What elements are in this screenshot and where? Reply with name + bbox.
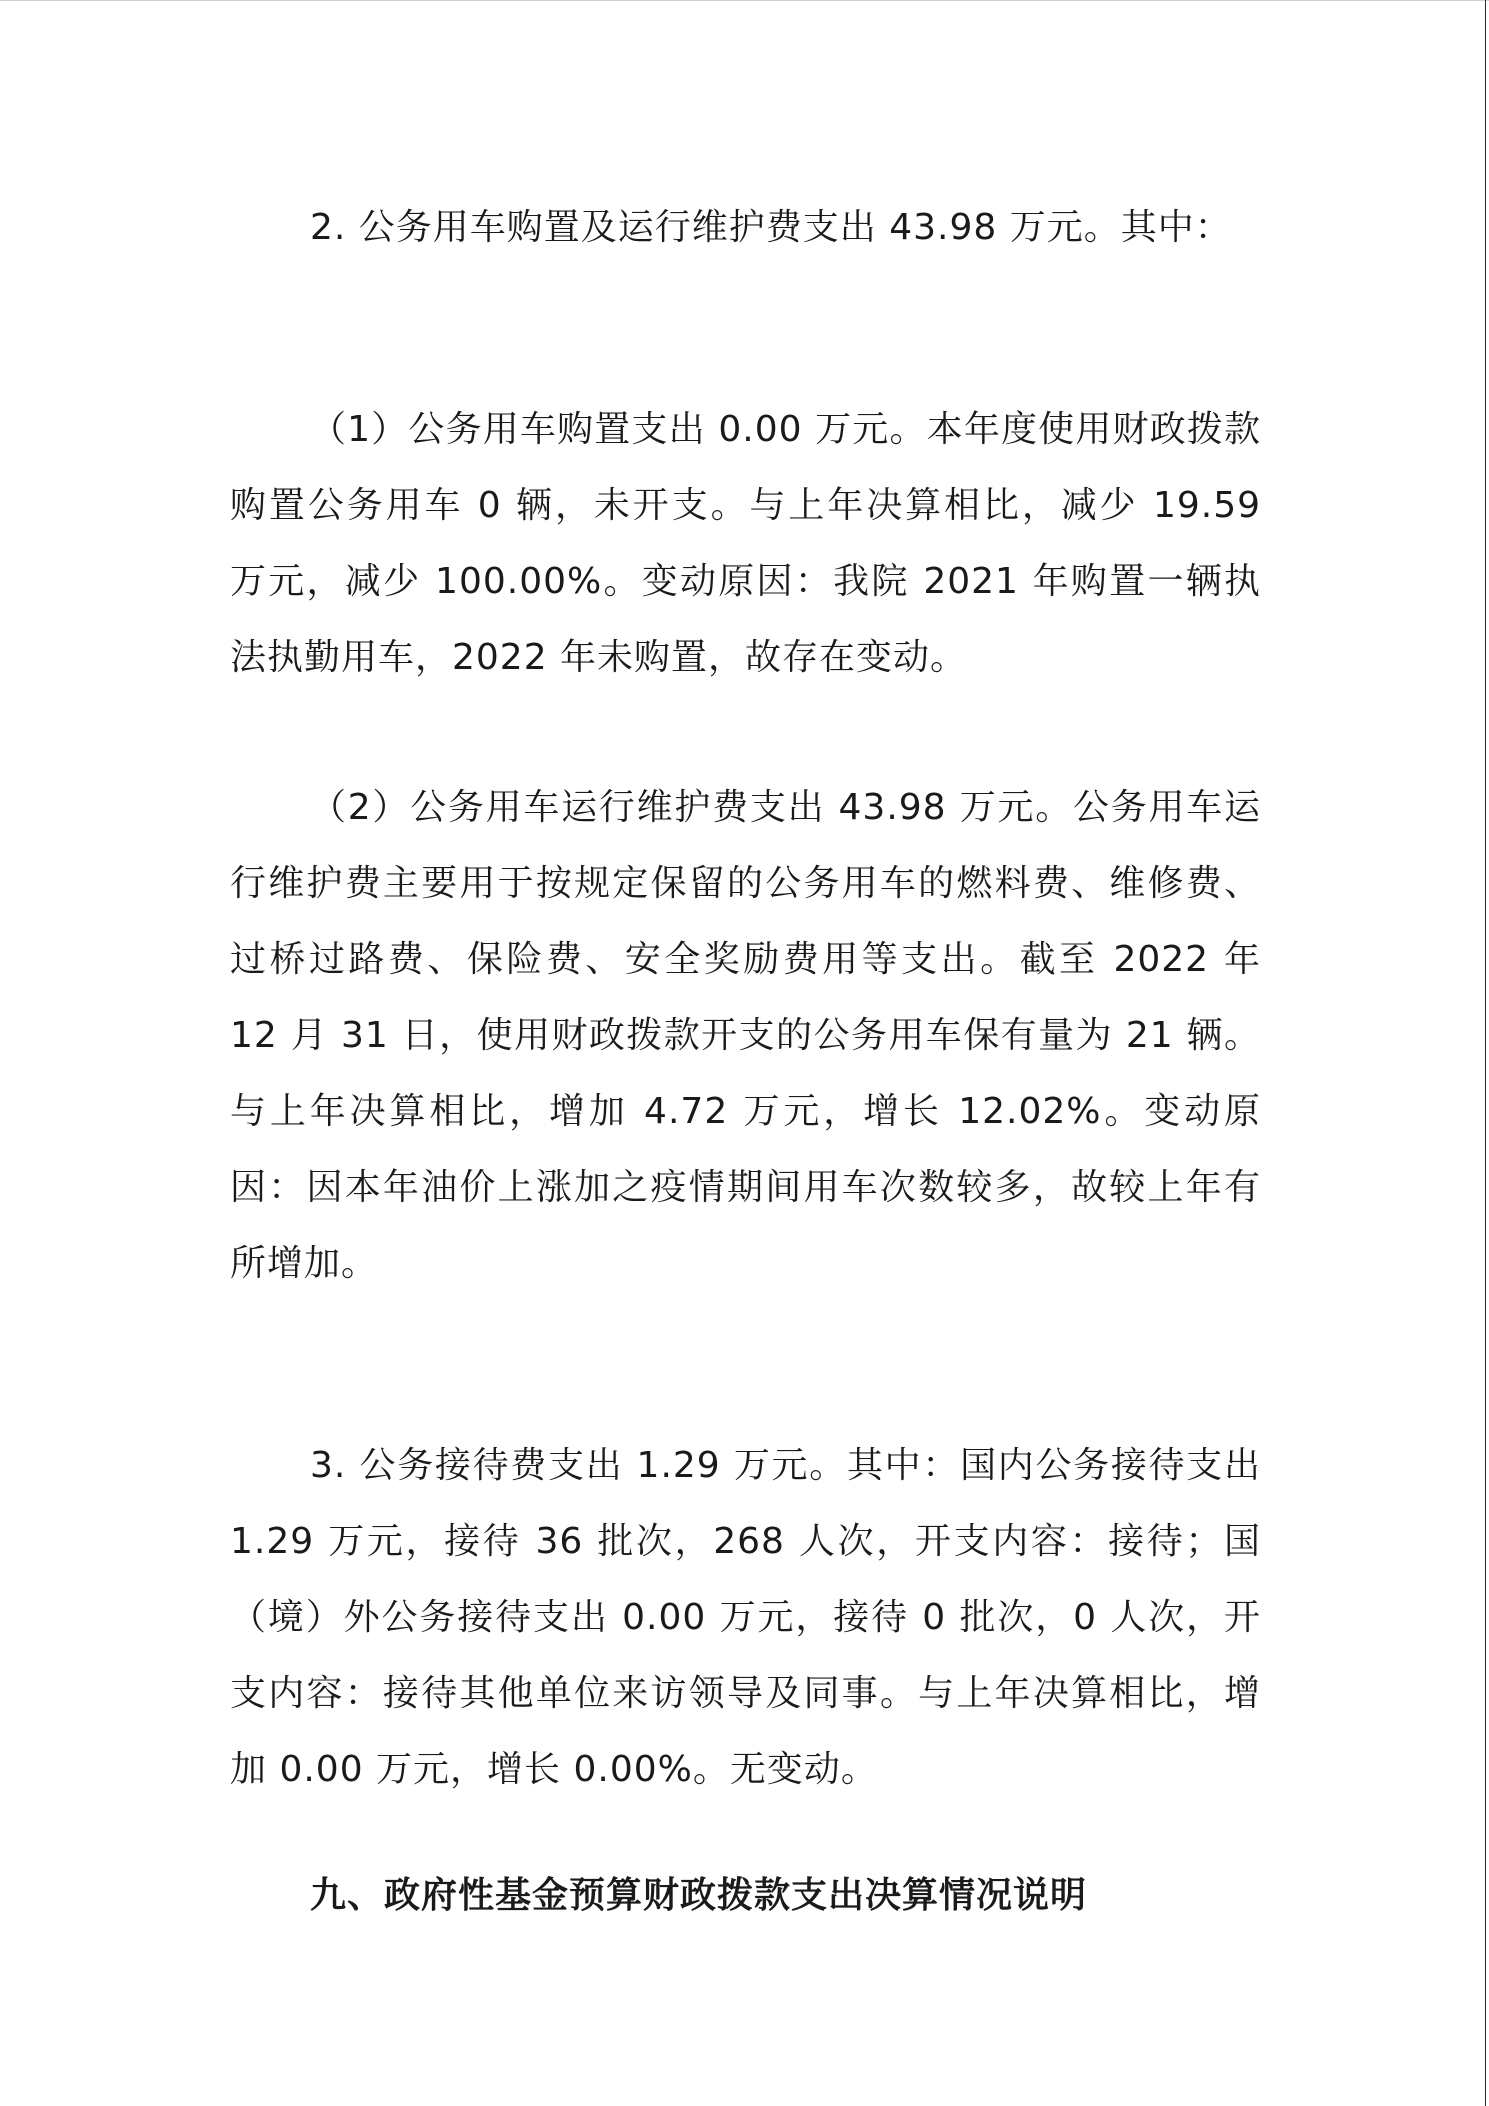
- paragraph-vehicle-maintenance: （2）公务用车运行维护费支出 43.98 万元。公务用车运行维护费主要用于按规定保留的公务用车的燃料费、维修费、过桥过路费、保险费、安全奖励费用等支出。截至 2022 年 12 月 31 日，使用财政拨款开支的公务用车保有量为 21 辆。与上年决算相比，增加 4.72 万元，增长 12.02%。变动原因：因本年油价上涨加之疫情期间用车次数较多，故较上年有所增加。: [230, 787, 1261, 1284]
- page-top-edge: [0, 0, 1489, 1]
- page-right-edge: [1485, 0, 1486, 2106]
- section-heading: 九、政府性基金预算财政拨款支出决算情况说明: [310, 1875, 1088, 1916]
- paragraph-vehicle-total: 2. 公务用车购置及运行维护费支出 43.98 万元。其中：: [310, 207, 1232, 248]
- document-body: [230, 190, 1261, 1934]
- paragraph-vehicle-purchase: （1）公务用车购置支出 0.00 万元。本年度使用财政拨款购置公务用车 0 辆，未开支。与上年决算相比，减少 19.59 万元，减少 100.00%。变动原因：我院 2021 年购置一辆执法执勤用车，2022 年未购置，故存在变动。: [230, 409, 1261, 678]
- paragraph-reception-expense: 3. 公务接待费支出 1.29 万元。其中：国内公务接待支出 1.29 万元，接待 36 批次，268 人次，开支内容：接待；国（境）外公务接待支出 0.00 万元，接待 0 批次，0 人次，开支内容：接待其他单位来访领导及同事。与上年决算相比，增加 0.00 万元，增长 0.00%。无变动。: [230, 1445, 1261, 1790]
